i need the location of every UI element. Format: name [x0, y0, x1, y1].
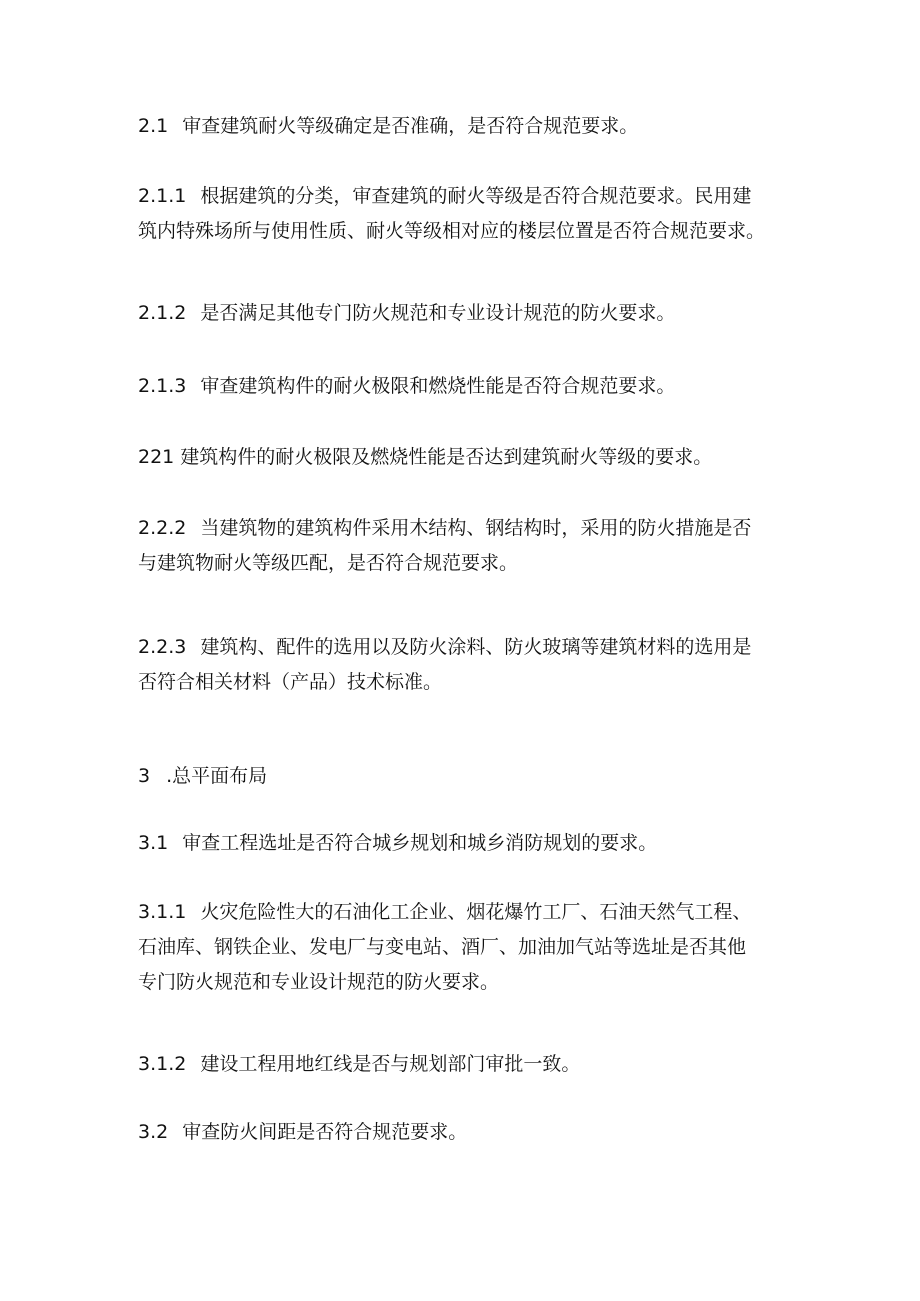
paragraph-text: 火灾危险性大的石油化工企业、烟花爆竹工厂、石油天然气工程、 — [200, 901, 752, 923]
paragraph-2-2-2 — [138, 511, 798, 581]
paragraph-221 — [138, 440, 798, 475]
section-number: 3.1.1 — [138, 901, 187, 923]
paragraph-text-continued: 专门防火规范和专业设计规范的防火要求。 — [138, 971, 500, 993]
paragraph-text: 审查工程选址是否符合城乡规划和城乡消防规划的要求。 — [182, 832, 658, 854]
section-number: 2.1.3 — [138, 375, 187, 397]
paragraph-text: 建筑构件的耐火极限及燃烧性能是否达到建筑耐火等级的要求。 — [180, 446, 713, 468]
section-number: 3.1.2 — [138, 1053, 187, 1075]
paragraph-text-continued: 石油库、钢铁企业、发电厂与变电站、酒厂、加油加气站等选址是否其他 — [138, 936, 747, 958]
paragraph-text: 建筑构、配件的选用以及防火涂料、防火玻璃等建筑材料的选用是 — [200, 636, 752, 658]
paragraph-text-continued: 筑内特殊场所与使用性质、耐火等级相对应的楼层位置是否符合规范要求。 — [138, 220, 766, 242]
paragraph-2-2-3 — [138, 630, 798, 700]
section-number: 2.1.1 — [138, 185, 187, 207]
paragraph-text: 审查建筑构件的耐火极限和燃烧性能是否符合规范要求。 — [200, 375, 676, 397]
paragraph-3-1-2 — [138, 1047, 798, 1082]
section-number: 3.2 — [138, 1121, 169, 1143]
paragraph-text: 是否满足其他专门防火规范和专业设计规范的防火要求。 — [200, 302, 676, 324]
paragraph-text: 审查建筑耐火等级确定是否准确，是否符合规范要求。 — [182, 115, 639, 137]
paragraph-text-continued: 否符合相关材料（产品）技术标准。 — [138, 671, 443, 693]
paragraph-text: 审查防火间距是否符合规范要求。 — [182, 1121, 468, 1143]
section-number: 3.1 — [138, 832, 169, 854]
paragraph-3-1-1 — [138, 895, 798, 1000]
paragraph-text: 当建筑物的建筑构件采用木结构、钢结构时，采用的防火措施是否 — [200, 517, 752, 539]
section-heading-3 — [138, 759, 798, 794]
section-number: 2.2.3 — [138, 636, 187, 658]
section-number: 2.1.2 — [138, 302, 187, 324]
paragraph-2-1-1 — [138, 179, 798, 249]
section-number: 2.1 — [138, 115, 169, 137]
paragraph-2-1-2 — [138, 296, 798, 331]
section-number: 221 — [138, 446, 175, 468]
paragraph-text: 根据建筑的分类，审查建筑的耐火等级是否符合规范要求。民用建 — [200, 185, 752, 207]
paragraph-text: 建设工程用地红线是否与规划部门审批一致。 — [200, 1053, 581, 1075]
paragraph-text-continued: 与建筑物耐火等级匹配，是否符合规范要求。 — [138, 552, 519, 574]
section-number: 3 — [138, 765, 151, 787]
paragraph-3-2 — [138, 1115, 798, 1150]
paragraph-2-1-3 — [138, 369, 798, 404]
section-number: 2.2.2 — [138, 517, 187, 539]
paragraph-2-1 — [138, 109, 798, 144]
section-heading-text: .总平面布局 — [166, 765, 268, 787]
paragraph-3-1 — [138, 826, 798, 861]
